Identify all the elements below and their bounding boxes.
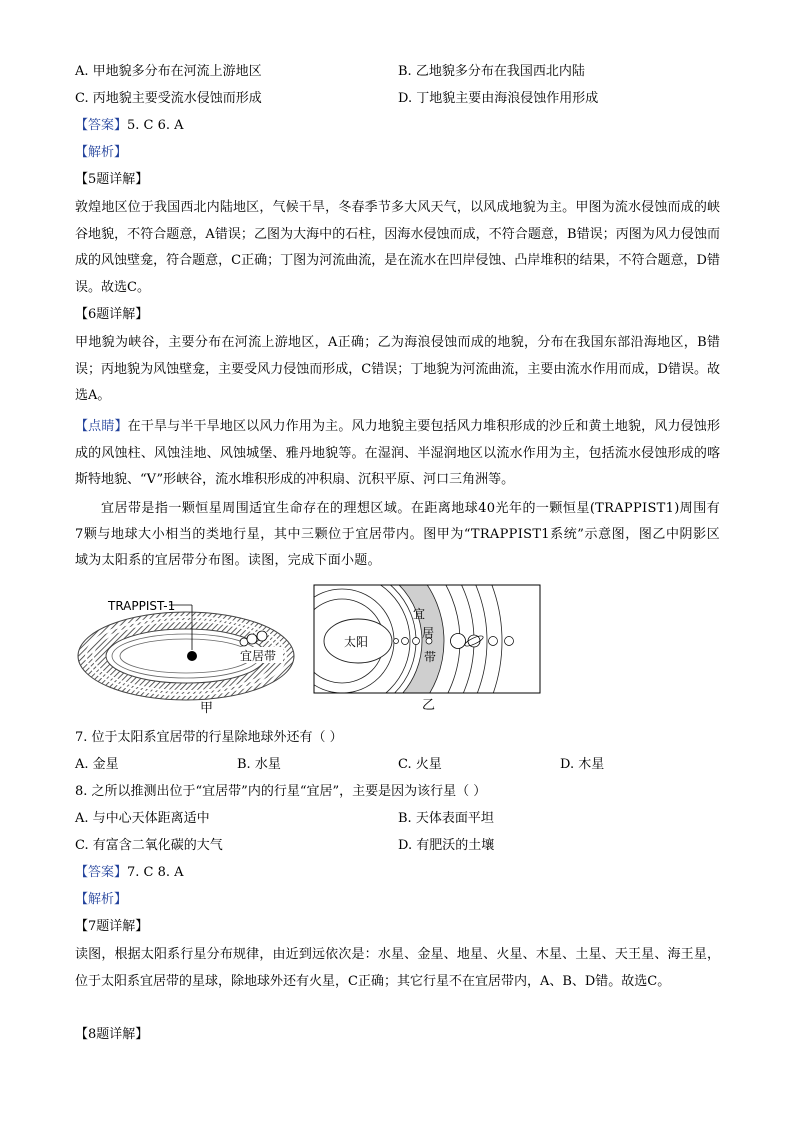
q8-option-a: A. 与中心天体距离适中 — [75, 811, 210, 826]
answer-tag-2: 【答案】 — [75, 865, 128, 880]
q8-option-d: D. 有肥沃的土壤 — [398, 838, 495, 853]
q8-option-b: B. 天体表面平坦 — [398, 811, 494, 826]
planet — [489, 637, 498, 646]
answer-text-2: 7. C 8. A — [127, 865, 184, 880]
q7-option-b: B. 水星 — [237, 757, 281, 772]
sun-label: 太阳 — [344, 635, 369, 649]
tip-tag: 【点睛】 — [75, 419, 128, 434]
answer-tag: 【答案】 — [75, 118, 128, 133]
answer-line — [75, 116, 184, 136]
detail-6-heading: 【6题详解】 — [75, 307, 149, 322]
planet — [394, 639, 399, 644]
figure-trappist-system — [76, 590, 298, 715]
option-b: B. 乙地貌多分布在我国西北内陆 — [398, 64, 585, 79]
detail-7-heading: 【7题详解】 — [75, 919, 149, 934]
detail-8-heading: 【8题详解】 — [75, 1027, 149, 1042]
trappist-star — [187, 651, 197, 661]
planet — [413, 638, 420, 645]
q8-option-c: C. 有富含二氧化碳的大气 — [75, 838, 223, 853]
intro-text: 宜居带是指一颗恒星周围适宜生命存在的理想区域。在距离地球40光年的一颗恒星(TRAPPIST1)周围有7颗与地球大小相当的类地行星，其中三颗位于宜居带内。图甲为“TRAPPIST1系统”示意图，图乙中阴影区域为太阳系的宜居带分布图。读图，完成下面小题。 — [75, 501, 720, 568]
option-a: A. 甲地貌多分布在河流上游地区 — [75, 64, 262, 79]
zone-char-2: 居 — [422, 626, 435, 640]
planet — [402, 638, 409, 645]
detail-6-text: 甲地貌为峡谷，主要分布在河流上游地区，A正确；乙为海浪侵蚀而成的地貌，分布在我国东部沿海地区，B错误；丙地貌为风蚀壁龛，主要受风力侵蚀而形成，C错误；丁地貌为河流曲流，主要由流水作用而成，D错误。故选A。 — [75, 335, 720, 403]
zone-char-3: 带 — [424, 650, 437, 664]
option-c: C. 丙地貌主要受流水侵蚀而形成 — [75, 91, 262, 106]
tip-paragraph — [75, 414, 720, 494]
star-label: TRAPPIST-1 — [108, 599, 176, 613]
detail-5-heading: 【5题详解】 — [75, 172, 149, 187]
answer-text: 5. C 6. A — [127, 118, 184, 133]
q8-stem: 8. 之所以推测出位于“宜居带”内的行星“宜居”，主要是因为该行星（ ） — [75, 784, 487, 799]
detail-5-text: 敦煌地区位于我国西北内陆地区，气候干旱，冬春季节多大风天气，以风成地貌为主。甲图为流水侵蚀而成的峡谷地貌，不符合题意，A错误；乙图为大海中的石柱，因海水侵蚀而成，不符合题意，B错误；丙图为风力侵蚀而成的风蚀壁龛，符合题意，C正确；丁图为河流曲流，是在流水在凹岸侵蚀、凸岸堆积的结果，不符合题意，D错误。故选C。 — [75, 200, 720, 295]
q7-option-d: D. 木星 — [560, 757, 605, 772]
zone-char-1: 宜 — [413, 607, 426, 621]
q7-option-a: A. 金星 — [75, 757, 119, 772]
analysis-heading: 【解析】 — [75, 145, 128, 160]
zone-label: 宜居带 — [240, 649, 277, 663]
option-d: D. 丁地貌主要由海浪侵蚀作用形成 — [398, 91, 599, 106]
planet — [247, 634, 257, 644]
q7-stem: 7. 位于太阳系宜居带的行星除地球外还有（ ） — [75, 730, 343, 745]
planet — [505, 637, 514, 646]
answer-line-2 — [75, 863, 184, 883]
caption-jia: 甲 — [200, 701, 214, 715]
planet — [468, 635, 480, 647]
figure-solar-habitable-zone — [312, 583, 544, 711]
tip-text: 在干旱与半干旱地区以风力作用为主。风力地貌主要包括风力堆积形成的沙丘和黄土地貌，风力侵蚀形成的风蚀柱、风蚀洼地、风蚀城堡、雅丹地貌等。在湿润、半湿润地区以流水作用为主，包括流水侵蚀形成的喀斯特地貌、“V”形峡谷，流水堆积形成的冲积扇、沉积平原、河口三角洲等。 — [75, 419, 720, 487]
detail-7-text: 读图，根据太阳系行星分布规律，由近到远依次是：水星、金星、地星、火星、木星、土星、天王星、海王星，位于太阳系宜居带的星球，除地球外还有火星，C正确；其它行星不在宜居带内，A、B、D错。故选C。 — [75, 947, 720, 989]
analysis-heading-2: 【解析】 — [75, 892, 128, 907]
planet — [257, 631, 267, 641]
caption-yi: 乙 — [422, 698, 436, 711]
q7-option-c: C. 火星 — [398, 757, 442, 772]
planet — [451, 634, 466, 649]
